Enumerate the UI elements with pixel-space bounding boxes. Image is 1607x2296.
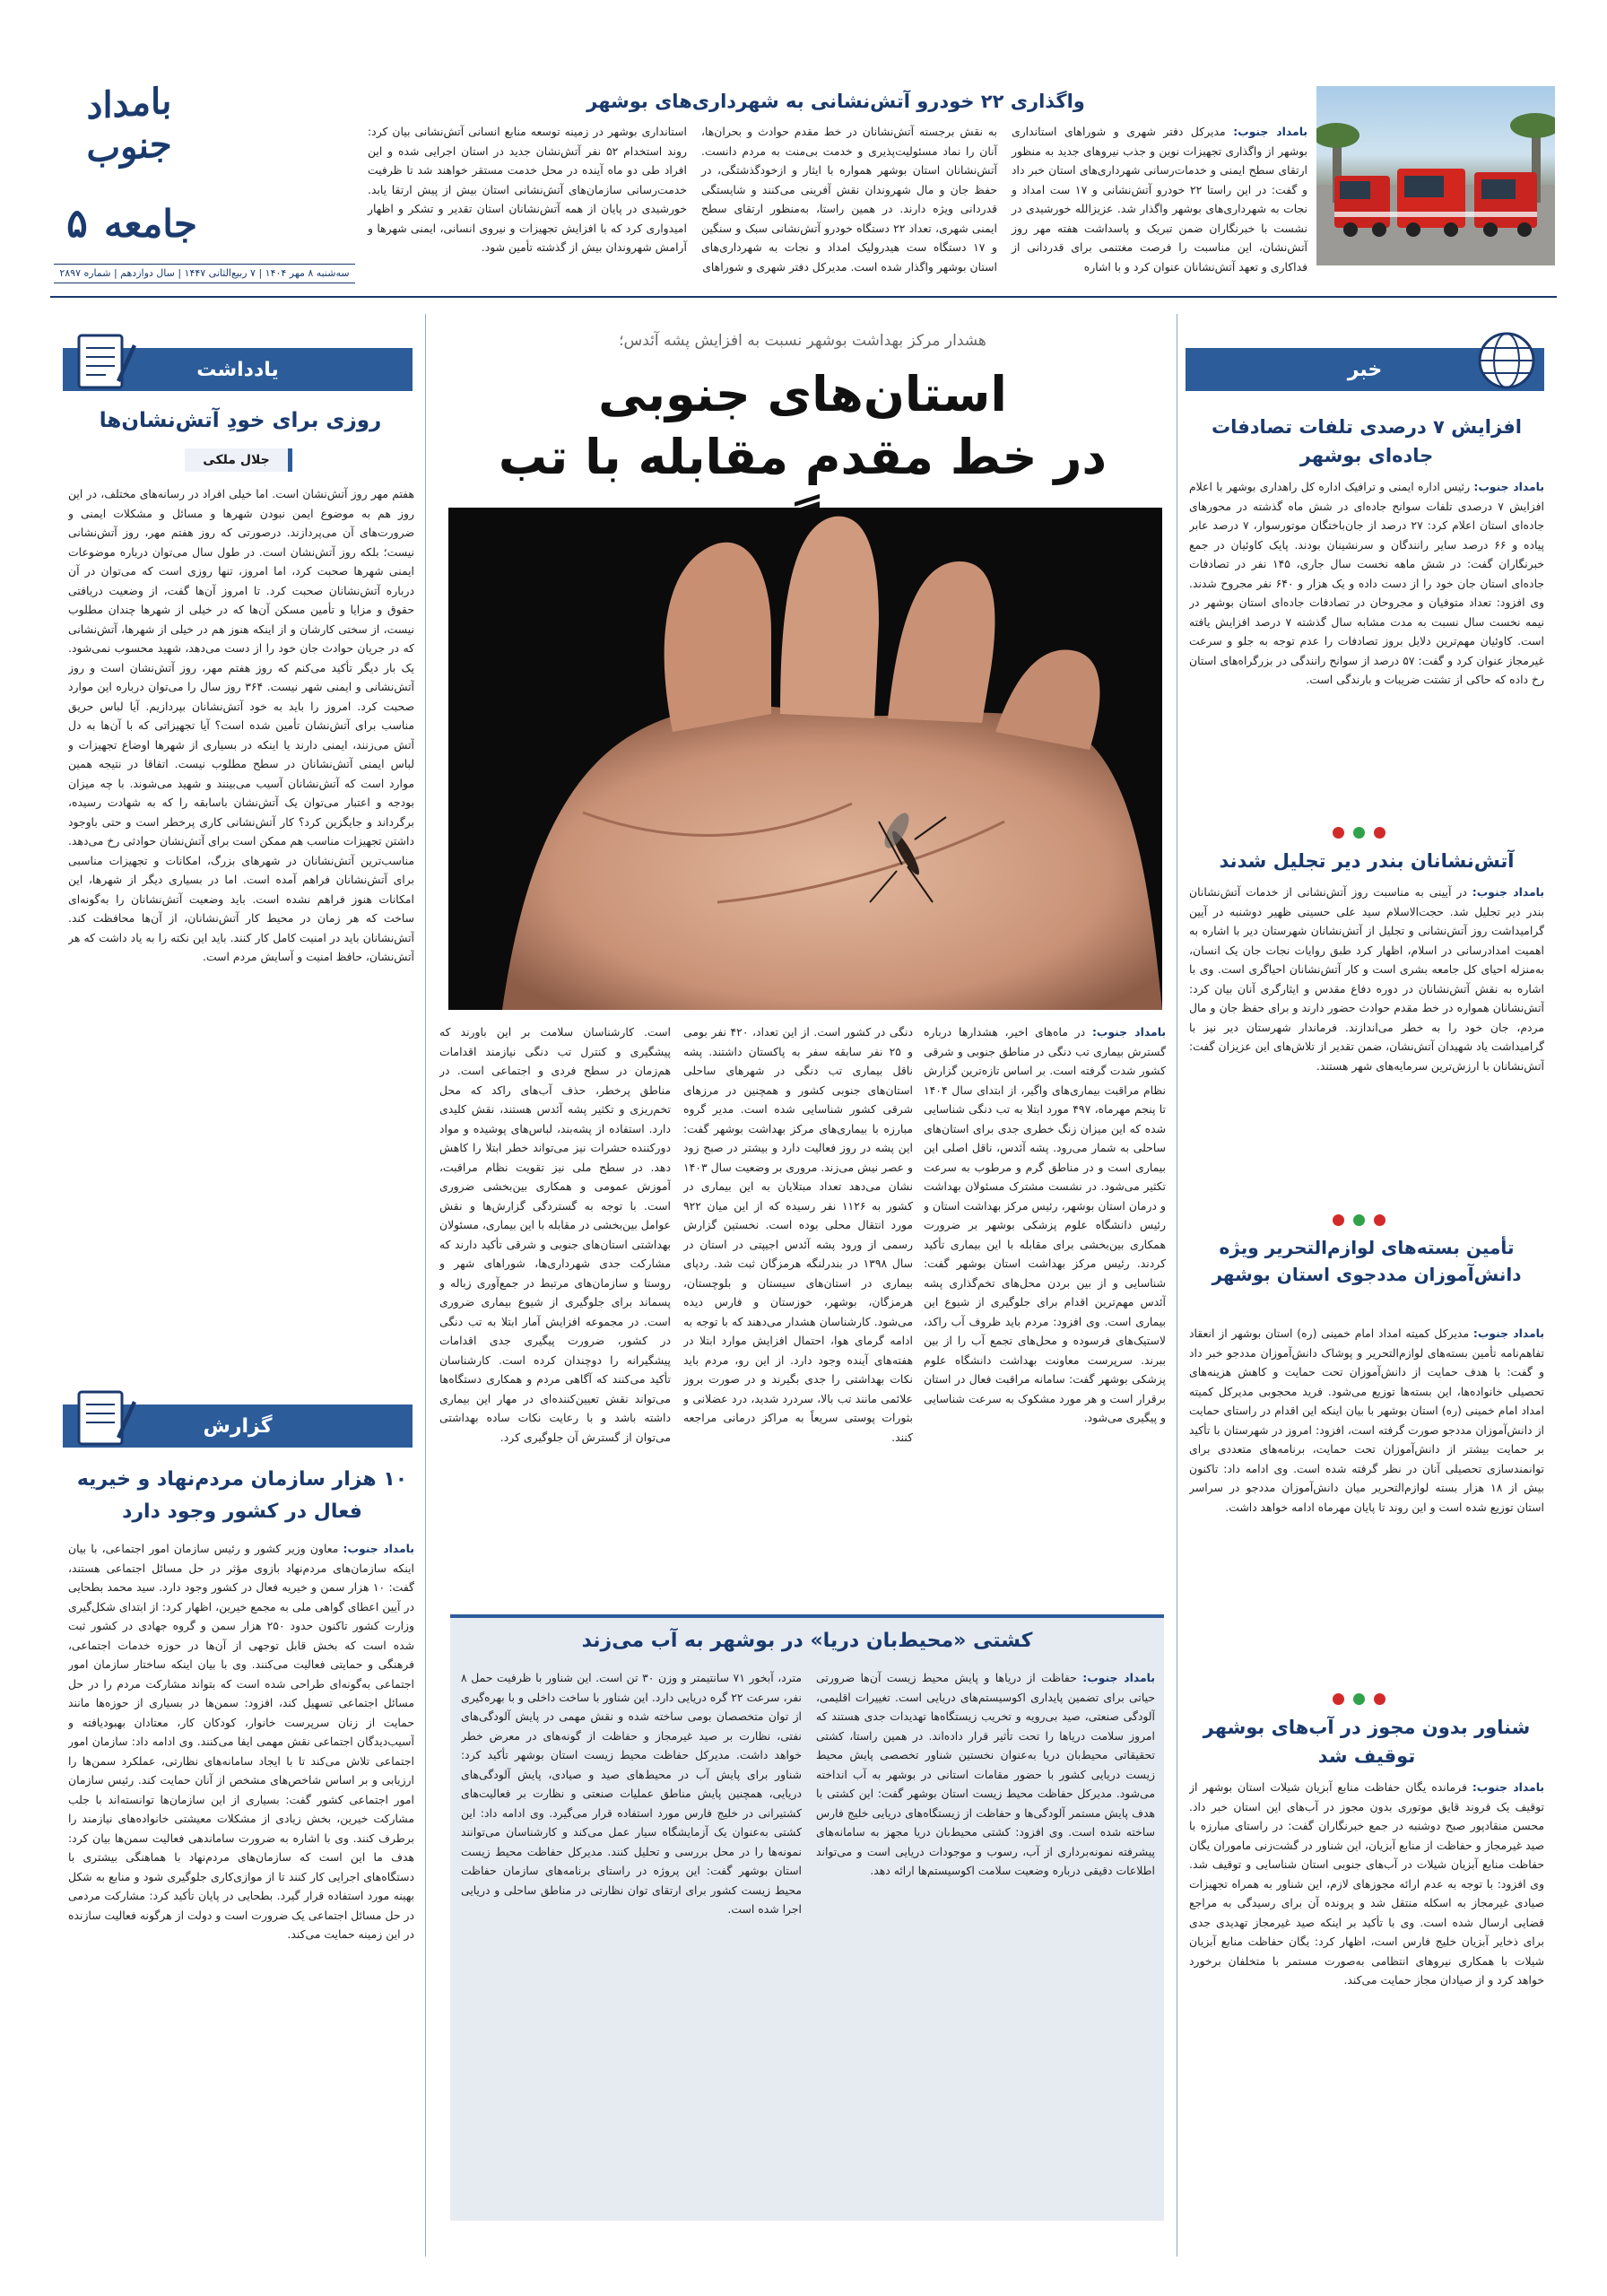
center-col2: دنگی در کشور است. از این تعداد، ۴۲۰ نفر بومی و ۲۵ نفر سابقه سفر به پاکستان داشتند. پشه ناقل بیماری تب دنگی در شهرهای ساحلی استان‌های جنوبی کشور و همچنین در مرزهای شرقی کشور شناسایی شده است. مدیر گروه مبارزه با بیماری‌های مرکز بهداشت بوشهر گفت: این پشه در روز فعالیت دارد و بیشتر در صبح زود و عصر نیش می‌زند. مروری بر وضعیت سال ۱۴۰۳ نشان می‌دهد تعداد مبتلایان به این بیماری در کشور به ۱۱۲۶ نفر رسیده که از این میان ۹۲۲ مورد انتقال محلی بوده است. نخستین گزارش رسمی از ورود پشه آئدس اجیپتی در استان در سال ۱۳۹۸ در بندرلنگه هرمزگان ثبت شد. ردپای بیماری در استان‌های سیستان و بلوچستان، هرمزگان، بوشهر، خوزستان و فارس دیده می‌شود. کارشناسان هشدار می‌دهند که با توجه به ادامه گرمای هوا، احتمال افزایش موارد ابتلا در هفته‌های آینده وجود دارد. از این رو، مردم باید نکات بهداشتی را جدی بگیرند و در صورت بروز علائمی مانند تب بالا، سردرد شدید، درد عضلانی و بثورات پوستی سریعاً به مراکز درمانی مراجعه کنند. — [683, 1025, 913, 1444]
center-headline-1: استان‌های جنوبی — [598, 366, 1007, 422]
divider-dots-3 — [1333, 1693, 1385, 1705]
news1-text: رئیس اداره ایمنی و ترافیک اداره کل راهداری بوشهر با اعلام افزایش ۷ درصدی تلفات سوانح جاده‌ای در شش ماه گذشته در محورهای جاده‌ای استان اعلام کرد: ۲۷ درصد از جان‌باختگان موتورسوار، ۷ درصد عابر پیاده و ۶۶ درصد سایر رانندگان و سرنشینان بودند. پایک کاوئیان در جمع خبرنگاران گفت: در شش ماهه نخست سال جاری، ۱۴۵ نفر در تصادفات جاده‌ای استان جان خود را از دست داده و یک هزار و ۶۴۰ نفر مجروح شدند. وی افزود: تعداد متوفیان و مجروحان در تصادفات جاده‌ای استان بوشهر در نیمه نخست سال نسبت به مدت مشابه سال گذشته ۷ درصد افزایش یافته است. کاوئیان مهم‌ترین دلایل بروز تصادفات را عدم توجه به جلو و سرعت غیرمجاز عنوان کرد و گفت: ۵۷ درصد از سوانح رانندگی در بزرگراه‌های استان رخ داده که حاکی از تشتت ضریبات و بارندگی است. — [1189, 480, 1544, 686]
report-body-wrap — [68, 1539, 414, 2257]
note-author: جلال ملکی — [185, 448, 292, 472]
top-story-body-1: مدیرکل دفتر شهری و شوراهای استانداری بوشهر از واگذاری تجهیزات نوین و جذب نیروهای جدید به منظور ارتقای سطح ایمنی و خدمات‌رسانی شهرداری‌های استان خبر داد و گفت: در این راستا ۲۲ خودرو آتش‌نشانی و ۱۷ ست امداد و نجات به شهرداری‌های بوشهر واگذار شد. عزیزالله خورشیدی در نشست با خبرنگاران ضمن تبریک و پاسداشت هفته مهر روز آتش‌نشان، این مناسبت را فرصت مغتنمی برای قدردانی از فداکاری و تعهد آتش‌نشانان عنوان کرد و با اشاره — [1012, 125, 1307, 274]
news4-lede: بامداد جنوب: — [1472, 1780, 1544, 1794]
dateline: سه‌شنبه ۸ مهر ۱۴۰۴ | ۷ ربیع‌الثانی ۱۴۴۷ | سال دوازدهم | شماره ۲۸۹۷ — [54, 264, 355, 283]
bottom-col2: مترد، آبخور ۷۱ سانتیمتر و وزن ۳۰ تن است. این شناور با ظرفیت حمل ۸ نفر، سرعت ۲۲ گره دریایی دارد. این شناور با ساخت داخلی و با بهره‌گیری از توان متخصصان بومی ساخته شده و نقش مهمی در پایش آلودگی‌های نفتی، نظارت بر صید غیرمجاز و حفاظت از گونه‌های در معرض خطر خواهد داشت. مدیرکل حفاظت محیط زیست استان بوشهر تأکید کرد: شناور برای پایش آب در محیط‌های صید و صیادی، پایش آلودگی‌های دریایی، همچنین پایش مناطق عملیات صنعتی و نظارت بر فعالیت‌های کشتیرانی در خلیج فارس مورد استفاده قرار می‌گیرد. وی ادامه داد: این کشتی به‌عنوان یک آزمایشگاه سیار عمل می‌کند و کارشناسان می‌توانند نمونه‌ها را در محل بررسی و تحلیل کنند. مدیرکل حفاظت محیط زیست استان بوشهر گفت: این پروژه در راستای برنامه‌های سازمان حفاظت محیط زیست کشور برای ارتقای توان نظارتی در مناطق ساحلی و دریایی اجرا شده است. — [461, 1671, 802, 1916]
news2-title: آتش‌نشانان بندر دیر تجلیل شدند — [1219, 850, 1515, 872]
tab-report-label: گزارش — [203, 1414, 273, 1438]
notebook-icon — [70, 326, 138, 395]
report-notebook-icon — [70, 1383, 138, 1451]
center-col3: است. کارشناسان سلامت بر این باورند که پیشگیری و کنترل تب دنگی نیازمند اقدامات هم‌زمان در سطح فردی و اجتماعی است. در مناطق پرخطر، حذف آب‌های راکد که محل تخم‌ریزی و تکثیر پشه آئدس هستند، نقش کلیدی دارد. استفاده از پشه‌بند، لباس‌های پوشیده و مواد دورکننده حشرات نیز می‌تواند خطر ابتلا را کاهش دهد. در سطح ملی نیز تقویت نظام مراقبت، آموزش عمومی و همکاری بین‌بخشی ضروری است. با توجه به گستردگی گزارش‌ها و نقش عوامل بین‌بخشی در مقابله با این بیماری، مسئولان بهداشتی استان‌های جنوبی و شرقی تأکید دارند که مشارکت جدی شهرداری‌ها، شوراهای شهر و روستا و سازمان‌های مرتبط در جمع‌آوری زباله و پسماند برای جلوگیری از شیوع بیماری ضروری است. در مجموعه افزایش آمار ابتلا به تب دنگی در کشور، ضرورت پیگیری جدی اقدامات پیشگیرانه را دوچندان کرده است. کارشناسان تأکید می‌کنند که آگاهی مردم و همکاری دستگاه‌ها می‌تواند نقش تعیین‌کننده‌ای در مهار این بیماری داشته باشد و با رعایت نکات ساده بهداشتی می‌توان از گسترش آن جلوگیری کرد. — [439, 1025, 671, 1444]
top-story-col3: استانداری بوشهر در زمینه توسعه منابع انسانی آتش‌نشانی بیان کرد: روند استخدام ۵۲ نفر آتش‌نشان جدید در استان اجرایی شده و این افراد طی دو ماه آینده در محل خدمت مستقر خواهند شد تا ظرفیت خدمت‌رسانی سازمان‌های آتش‌نشانی استان بیش از پیش ارتقا یابد. خورشیدی در پایان از همه آتش‌نشانان استان تقدیر و تشکر و اظهار امیدواری کرد که با افزایش تجهیزات و نیروی انسانی، ایمنی شهرها و آرامش شهروندان بیش از گذشته تأمین شود. — [368, 125, 687, 254]
news2-text: در آیینی به مناسبت روز آتش‌نشانی از خدمات آتش‌نشانان بندر دیر تجلیل شد. حجت‌الاسلام سید علی حسینی ظهیر دوشنبه در آیین گرامیداشت روز آتش‌نشانی و تجلیل از آتش‌نشانان شهرستان دیر با اشاره به اهمیت امدادرسانی در اسلام، اظهار کرد طبق روایات نجات جان یک انسان، به‌منزله احیای کل جامعه بشری است و کار آتش‌نشانان احیاگری است. وی با اشاره به نقش آتش‌نشانان در دوره دفاع مقدس و ایثارگری آنان بیان کرد: آتش‌نشانان همواره در خط مقدم حوادث حضور دارند و برای حفظ جان و مال مردم، جان خود را به خطر می‌اندازند. فرماندار شهرستان دیر نیز با گرامیداشت یاد شهیدان آتش‌نشان، ضمن تقدیر از تلاش‌های این عزیزان گفت: آتش‌نشانان با ارزش‌ترین سرمایه‌های شهر هستند. — [1189, 885, 1544, 1073]
news2-lede: بامداد جنوب: — [1472, 885, 1544, 899]
fire-truck-photo — [1316, 86, 1555, 265]
mosquito-photo — [448, 508, 1162, 1010]
center-headline-2: در خط مقدم مقابله با تب — [498, 429, 1108, 485]
news4-body — [1189, 1778, 1544, 2257]
note-body: هفتم مهر روز آتش‌نشان است. اما خیلی افراد در رسانه‌های مختلف، در این روز هم به موضوع ایمن نبودن شهرها و مسائل و مشکلات ایمنی و ضرورت‌های آن می‌پردازند. درصورتی که روز هفتم مهر، روز آتش‌نشانی نیست؛ بلکه روز آتش‌نشان است. در طول سال می‌توان درباره موضوعات ایمنی شهرها صحبت کرد، اما امروز، تنها روزی است که می‌توان در آن درباره آتش‌نشانان صحبت کرد. تا امروز آن‌ها گفت، از وضعیت دریافتی حقوق و مزایا و تأمین مسکن آن‌ها که در خیلی از شهرها چندان مطلوب نیست، از سختی کارشان و از اینکه هنوز هم در خیلی از شهرها، آتش‌نشانی که در جریان حوادث جان خود را از دست می‌دهد، شهید محسوب نمی‌شود. یک بار دیگر تأکید می‌کنم که روز هفتم مهر، روز آتش‌نشان است و روز آتش‌نشانی و ایمنی شهر نیست. ۳۶۴ روز سال را می‌توان درباره این موارد صحبت کرد. امروز را باید به خود آتش‌نشانان بپردازیم. آیا لباس حریق مناسب برای آتش‌نشان تأمین شده است؟ آیا تجهیزاتی که با آن‌ها به دل آتش می‌زنند، ایمنی دارند یا اینکه در بسیاری از شهرها اوضاع تجهیزات و لباس ایمنی آتش‌نشانان در سطح مطلوب نیست. اتفاقا در نتیجه همین موارد است که آتش‌نشانان آسیب می‌بینند و شهید می‌شوند. با چه میزان بودجه و اعتبار می‌توان یک آتش‌نشان باسابقه را که به شهادت رسیده، برگرداند و جایگزین کرد؟ کار آتش‌نشانی کاری پرخطر است و حتی باوجود داشتن تجهیزات مناسب هم ممکن است برای آتش‌نشان حوادثی رخ می‌دهد. مناسب‌ترین آتش‌نشانان در شهرهای بزرگ، امکانات و تجهیزات مناسبی برای آتش‌نشانان فراهم آمده است. اما در بسیاری دیگر از شهرها، این امکانات هنوز فراهم نشده است. باید وضعیت آتش‌نشانان را به‌گونه‌ای ساخت که هر زمان در محیط کار آتش‌نشانان، از آن‌ها محافظت کند. آتش‌نشانان باید در امنیت کامل کار کنند. باید این نکته را به یاد داشت که هر آتش‌نشان، حافظ امنیت و آسایش مردم است. — [68, 487, 414, 963]
bottom-title: کشتی «محیط‌بان دریا» در بوشهر به آب می‌زند — [581, 1630, 1033, 1652]
tab-note-label: یادداشت — [196, 358, 279, 381]
top-divider — [50, 296, 1557, 298]
divider-dots-2 — [1333, 1214, 1385, 1226]
report-title: ۱۰ هزار سازمان مردم‌نهاد و خیریه فعال در کشور وجود دارد — [76, 1468, 408, 1523]
tab-news-label: خبر — [1347, 358, 1383, 381]
news3-lede: بامداد جنوب: — [1472, 1326, 1544, 1340]
divider-dots-1 — [1333, 827, 1385, 839]
report-body: معاون وزیر کشور و رئیس سازمان امور اجتماعی، با بیان اینکه سازمان‌های مردم‌نهاد بازوی مؤثر در حل مسائل اجتماعی هستند، گفت: ۱۰ هزار سمن و خیریه فعال در کشور وجود دارد. سید محمد بطحایی در آیین اعطای گواهی ملی به مجمع خیرین، اظهار کرد: از ابتدای شکل‌گیری وزارت کشور تاکنون حدود ۲۵۰ هزار سمن و گروه جهادی در کشور ثبت شده است که بخش قابل توجهی از آن‌ها در حوزه خدمات اجتماعی، فرهنگی و حمایتی فعالیت می‌کنند. وی با بیان اینکه ساختار سازمان امور اجتماعی به‌گونه‌ای طراحی شده است که بتواند مشارکت مردم را در حل مسائل اجتماعی تسهیل کند، افزود: سمن‌ها در بسیاری از حوزه‌ها مانند حمایت از زنان سرپرست خانوار، کودکان کار، معتادان بهبودیافته و آسیب‌دیدگان اجتماعی نقش مهمی ایفا می‌کنند. وی ادامه داد: سازمان امور اجتماعی تلاش می‌کند تا با ایجاد سامانه‌های نظارتی، عملکرد سمن‌ها را ارزیابی و بر اساس شاخص‌های مشخص از آنان حمایت کند. رئیس سازمان امور اجتماعی کشور گفت: بسیاری از این سازمان‌ها توانسته‌اند با جلب مشارکت خیرین، بخش زیادی از مشکلات معیشتی خانواده‌های نیازمند را برطرف کنند. وی با اشاره به ضرورت ساماندهی فعالیت سمن‌ها بیان کرد: هدف ما این است که سازمان‌های مردم‌نهاد با هماهنگی بیشتری با دستگاه‌های اجرایی کار کنند تا از موازی‌کاری جلوگیری شود و منابع به شکل بهینه مورد استفاده قرار گیرد. بطحایی در پایان تأکید کرد: مشارکت مردمی در حل مسائل اجتماعی یک ضرورت است و دولت از هرگونه فعالیت سازنده در این زمینه حمایت می‌کند. — [68, 1542, 414, 1941]
note-title: روزی برای خودِ آتش‌نشان‌ها — [99, 409, 382, 432]
masthead — [57, 79, 201, 289]
center-col1-text: در ماه‌های اخیر، هشدارها درباره گسترش بیماری تب دنگی در مناطق جنوبی و شرقی کشور شدت گرفته است. بر اساس تازه‌ترین گزارش نظام مراقبت بیماری‌های واگیر، از ابتدای سال ۱۴۰۴ تا پنجم مهرماه، ۴۹۷ مورد ابتلا به تب دنگی شناسایی شده که این میزان زنگ خطری جدی برای استان‌های ساحلی به شمار می‌رود. پشه آئدس، ناقل اصلی این بیماری است و در مناطق گرم و مرطوب به سرعت تکثیر می‌شود. در نشست مشترک مسئولان بهداشت و درمان استان بوشهر، رئیس مرکز بهداشت استان و رئیس دانشگاه علوم پزشکی بوشهر بر ضرورت همکاری بین‌بخشی برای مقابله با این بیماری تأکید کردند. رئیس مرکز بهداشت استان بوشهر گفت: شناسایی و از بین بردن محل‌های تخم‌گذاری پشه آئدس مهم‌ترین اقدام برای جلوگیری از شیوع این بیماری است. وی افزود: مردم باید ظروف آب راکد، لاستیک‌های فرسوده و محل‌های تجمع آب را از بین ببرند. سرپرست معاونت بهداشت دانشگاه علوم پزشکی بوشهر گفت: سامانه مراقبت فعال در استان برقرار است و هر مورد مشکوک به سرعت شناسایی و پیگیری می‌شود. — [924, 1025, 1166, 1424]
news4-title: شناور بدون مجوز در آب‌های بوشهر توقیف شد — [1203, 1717, 1531, 1767]
page-number: ۵ — [66, 201, 88, 247]
section-name: جامعه — [103, 202, 197, 246]
news3-title: تأمین بسته‌های لوازم‌التحریر ویژه دانش‌آموزان مددجوی استان بوشهر — [1212, 1237, 1522, 1285]
top-story-lede: بامداد جنوب: — [1233, 125, 1307, 138]
news4-text: فرمانده یگان حفاظت منابع آبزیان شیلات استان بوشهر از توقیف یک فروند قایق موتوری بدون مجوز در آب‌های این استان خبر داد. محسن منقاد‌پور صبح دوشنبه در جمع خبرنگاران گفت: در راستای مبارزه با صید غیرمجاز و حفاظت از منابع آبزیان، این شناور در گشت‌زنی ماموران یگان حفاظت منابع آبزیان شیلات در آب‌های جنوبی استان شناسایی و توقیف شد. وی افزود: با توجه به عدم ارائه مجوزهای لازم، این شناور به همراه تجهیزات صیادی غیرمجاز به اسکله منتقل شد و پرونده آن برای رسیدگی به مراجع قضایی ارسال شده است. وی با تأکید بر اینکه صید غیرمجاز تهدیدی جدی برای ذخایر آبزیان خلیج فارس است، اظهار کرد: یگان حفاظت منابع آبزیان شیلات با همکاری نیروهای انتظامی به‌صورت مستمر با متخلفان برخورد خواهد کرد و از صیادان مجاز حمایت می‌کند. — [1189, 1780, 1544, 1987]
news3-body — [1189, 1324, 1544, 1688]
top-story-title: واگذاری ۲۲ خودرو آتش‌نشانی به شهرداری‌های بوشهر — [586, 91, 1085, 112]
bottom-lede: بامداد جنوب: — [1082, 1671, 1155, 1684]
top-story-photo — [1316, 86, 1555, 265]
center-kicker: هشدار مرکز بهداشت بوشهر نسبت به افزایش پشه آئدس؛ — [619, 332, 986, 350]
bottom-col1-text: حفاظت از دریاها و پایش محیط زیست آن‌ها ضرورتی حیاتی برای تضمین پایداری اکوسیستم‌های دریایی است. تغییرات اقلیمی، آلودگی صنعتی، صید بی‌رویه و تخریب زیستگاه‌ها تهدیدات جدی هستند که امروز سلامت دریاها را تحت تأثیر قرار داده‌اند. در همین راستا، کشتی تحقیقاتی محیط‌بان دریا به‌عنوان نخستین شناور تخصصی پایش محیط زیست دریایی کشور با حضور مقامات استانی در بوشهر به آب انداخته می‌شود. مدیرکل حفاظت محیط زیست استان بوشهر گفت: این کشتی با هدف پایش مستمر آلودگی‌ها و حفاظت از زیستگاه‌های دریایی خلیج فارس ساخته شده است. وی افزود: کشتی محیط‌بان دریا مجهز به سامانه‌های پیشرفته نمونه‌برداری از آب، رسوب و موجودات دریایی است و می‌تواند اطلاعات دقیقی درباره وضعیت سلامت اکوسیستم‌ها ارائه دهد. — [816, 1671, 1155, 1877]
news3-text: مدیرکل کمیته امداد امام خمینی (ره) استان بوشهر از انعقاد تفاهم‌نامه تأمین بسته‌های لوازم‌التحریر و پوشاک دانش‌آموزان مددجو خبر داد و گفت: با هدف حمایت از دانش‌آموزان تحت حمایت و کاهش هزینه‌های تحصیلی خانواده‌ها، این بسته‌ها توزیع می‌شود. فرید محجوبی مدیرکل کمیته امداد امام خمینی (ره) استان بوشهر با بیان اینکه این اقدام در راستای حمایت از دانش‌آموزان مددجو صورت گرفته است، افزود: امروز در شهرستان با تأکید بر حمایت بیشتر از دانش‌آموزان تحت حمایت، برنامه‌های متعددی برای توانمندسازی تحصیلی آنان در نظر گرفته شده است. وی ادامه داد: تاکنون بیش از ۱۸ هزار بسته لوازم‌التحریر میان دانش‌آموزان مددجو در سراسر استان توزیع شده است و این روند تا پایان مهرماه ادامه خواهد داشت. — [1189, 1326, 1544, 1514]
news1-lede: بامداد جنوب: — [1473, 480, 1544, 493]
news2-body — [1189, 883, 1544, 1207]
top-story-col1 — [1012, 122, 1307, 276]
masthead-logo: بامداد جنوب — [86, 79, 172, 171]
left-column-rule — [425, 314, 426, 2257]
news1-title: افزایش ۷ درصدی تلفات تصادفات جاده‌ای بوشهر — [1212, 416, 1522, 466]
top-story-col2: به نقش برجسته آتش‌نشانان در خط مقدم حوادث و بحران‌ها، آنان را نماد مسئولیت‌پذیری و خدمت بی‌منت به مردم دانست. آتش‌نشانان استان بوشهر همواره با ایثار و ازخودگذشتگی، در حفظ جان و مال شهروندان نقش آفرینی می‌کنند و شایستگی قدردانی ویژه دارند. در همین راستا، به‌منظور ارتقای سطح ایمنی شهری، تعداد ۲۲ دستگاه خودرو آتش‌نشانی سبک و سنگین و ۱۷ دستگاه ست هیدرولیک امداد و نجات به شهرداری‌های استان بوشهر واگذار شده است. مدیرکل دفتر شهری و شوراهای — [701, 125, 997, 274]
bottom-col1 — [816, 1668, 1155, 2206]
news1-body — [1189, 477, 1544, 818]
report-lede: بامداد جنوب: — [343, 1542, 414, 1555]
center-col1 — [924, 1022, 1166, 1596]
center-lede: بامداد جنوب: — [1091, 1025, 1166, 1039]
globe-icon — [1471, 325, 1542, 396]
